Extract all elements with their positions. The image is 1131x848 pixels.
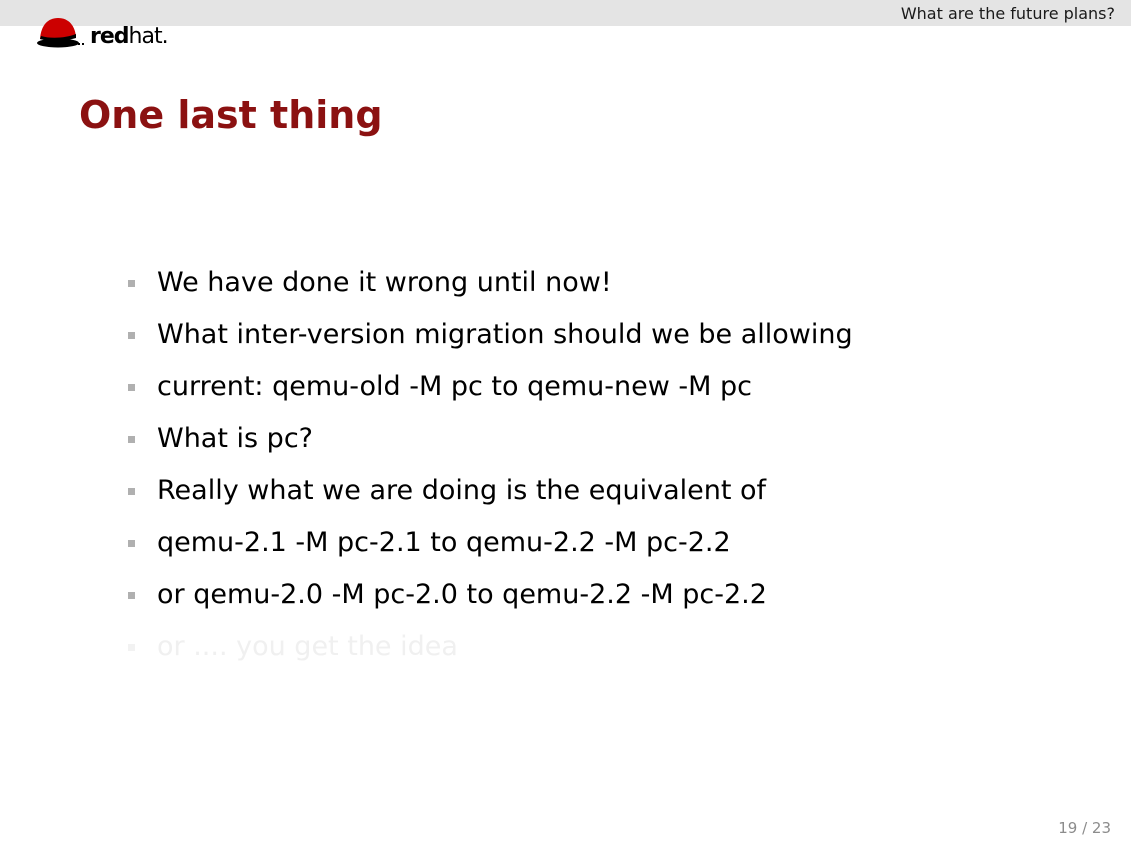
bullet-text: current: qemu-old -M pc to qemu-new -M pc [157, 371, 753, 402]
bullet-item [128, 517, 853, 569]
bullet-text: We have done it wrong until now! [157, 267, 612, 298]
bullet-text: What inter-version migration should we be allowing [157, 319, 853, 350]
bullet-item [128, 413, 853, 465]
bullet-square-icon [128, 592, 135, 599]
bullet-square-icon [128, 540, 135, 547]
logo-text-bold: red [90, 24, 129, 49]
bullet-square-icon [128, 436, 135, 443]
bullet-square-icon [128, 488, 135, 495]
redhat-logo [36, 15, 186, 55]
section-title: What are the future plans? [900, 4, 1115, 23]
bullet-text: qemu-2.1 -M pc-2.1 to qemu-2.2 -M pc-2.2 [157, 527, 731, 558]
bullet-text: What is pc? [157, 423, 313, 454]
bullet-text: or qemu-2.0 -M pc-2.0 to qemu-2.2 -M pc-2.2 [157, 579, 767, 610]
shadowman-hat-icon [36, 15, 86, 49]
bullet-item [128, 257, 853, 309]
bullet-square-icon [128, 280, 135, 287]
bullet-square-icon [128, 332, 135, 339]
slide-title: One last thing [79, 93, 383, 137]
logo-wordmark [90, 24, 168, 50]
bullet-item-faded [128, 621, 853, 673]
logo-text-regular: hat. [128, 24, 168, 49]
bullet-text: or .... you get the idea [157, 631, 458, 662]
bullet-item [128, 309, 853, 361]
bullet-text: Really what we are doing is the equivalent of [157, 475, 767, 506]
bullet-list [128, 257, 853, 673]
bullet-square-icon [128, 644, 135, 651]
bullet-square-icon [128, 384, 135, 391]
bullet-item [128, 465, 853, 517]
bullet-item [128, 569, 853, 621]
bullet-item [128, 361, 853, 413]
page-number: 19 / 23 [1058, 819, 1111, 837]
